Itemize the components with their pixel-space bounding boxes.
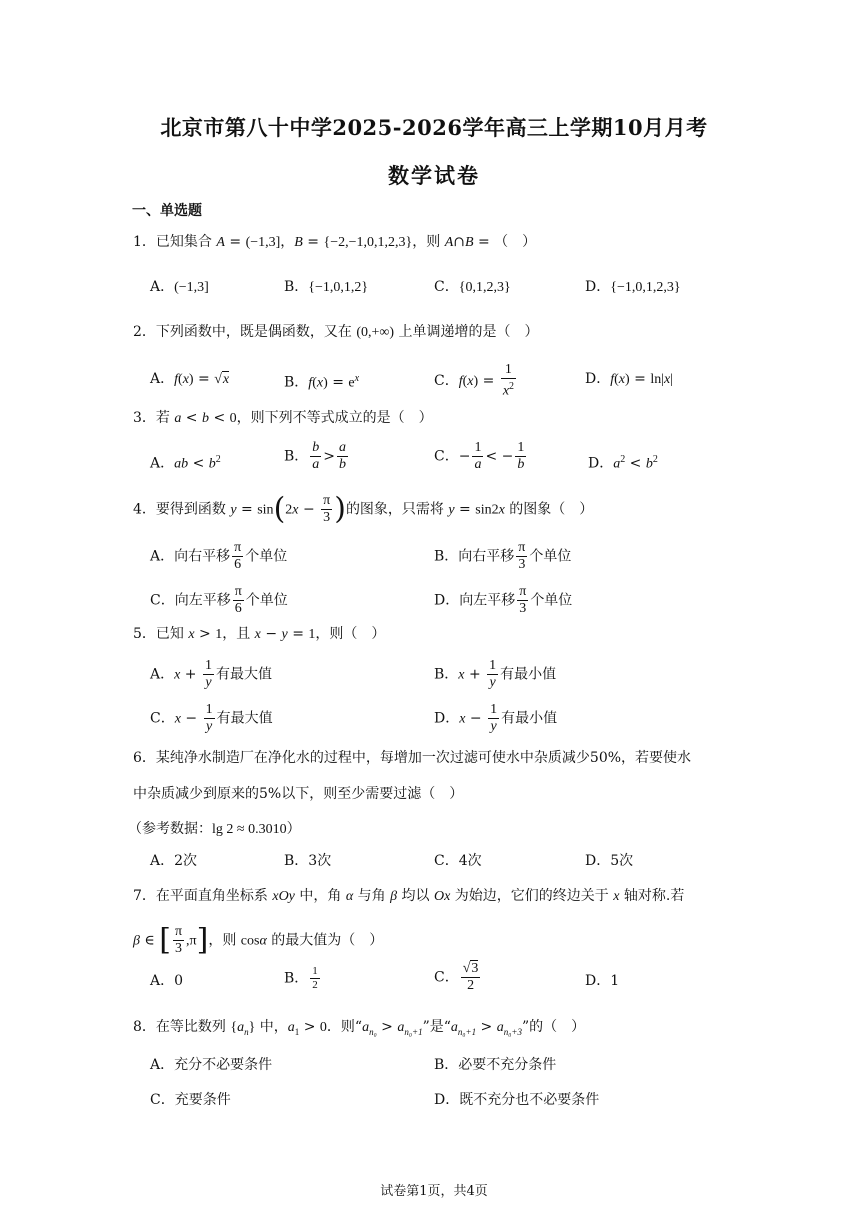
q5-option-a: A．x + $\frac{1}{y}$ 有最大值	[150, 658, 272, 690]
q3-option-c: C．− $\frac{1}{a}$ < − $\frac{1}{b}$	[434, 440, 525, 472]
q8-option-b: B．必要不充分条件	[434, 1057, 557, 1073]
question-6-line-1: 6．某纯净水制造厂在净化水的过程中，每增加一次过滤可使水中杂质减少50%，若要使水	[133, 750, 692, 766]
question-6-line-2: 中杂质减少到原来的5%以下，则至少需要过滤（ ）	[133, 786, 464, 802]
q4-option-a: A．向右平移 $\frac{\pi}{6}$ 个单位	[150, 540, 288, 572]
q2-option-a: A．f(x) = √x	[150, 371, 230, 387]
q1-option-b: B．{−1,0,1,2}	[284, 279, 369, 295]
q3-option-a: A．ab < $b^2$	[150, 454, 221, 472]
q8-option-d: D．既不充分也不必要条件	[434, 1092, 600, 1108]
q1-option-a: A．(−1,3]	[150, 279, 209, 295]
page-footer: 试卷第1页，共4页	[380, 1184, 488, 1199]
q2-option-b: B．$f(x) = e^x$	[284, 373, 360, 391]
question-7-line-2: β ∈ [ $\frac{\pi}{3}$ ,π]，则 cosα 的最大值为（ ）	[133, 922, 384, 958]
exam-subtitle: 数学试卷	[388, 163, 480, 188]
q7-option-c: C． $\frac{√3}{2}$	[434, 961, 479, 993]
q5-option-b: B．x + $\frac{1}{y}$ 有最小值	[434, 658, 557, 690]
q7-option-d: D．1	[585, 973, 620, 989]
question-3-stem: 3．若 a < b < 0，则下列不等式成立的是（ ）	[133, 410, 433, 426]
q8-option-c: C．充要条件	[150, 1092, 231, 1108]
q3-option-d: D．$a^2 < b^2$	[588, 454, 658, 472]
q2-option-c: C．f(x) = $\frac{1}{x^2}$	[434, 362, 515, 399]
q6-option-b: B．3次	[284, 853, 332, 869]
exam-title: 北京市第八十中学2025-2026学年高三上学期10月月考	[160, 115, 708, 140]
q6-option-c: C．4次	[434, 853, 482, 869]
q6-option-d: D．5次	[585, 853, 634, 869]
q3-option-b: B． $\frac{b}{a}$ > $\frac{a}{b}$	[284, 440, 347, 472]
question-8-stem: 8．在等比数列 $\{a_n\}$ 中，$a_1 > 0$．则“$a_{n_0} > a_{n_0+1}$”是“$a_{n_0+1} > a_{n_0+3}$”的（ ）	[133, 1019, 586, 1037]
q1-option-d: D．{−1,0,1,2,3}	[585, 279, 681, 295]
question-4-stem: 4．要得到函数 y = sin(2x − $\frac{\pi}{3}$ )的图象，只需将 y = sin2x 的图象（ ）	[133, 491, 594, 527]
q1-option-c: C．{0,1,2,3}	[434, 279, 511, 295]
q8-option-a: A．充分不必要条件	[150, 1057, 273, 1073]
q5-option-c: C．x − $\frac{1}{y}$ 有最大值	[150, 702, 273, 734]
q2-option-d: D．f(x) = ln|x|	[585, 371, 674, 387]
question-7-line-1: 7．在平面直角坐标系 xOy 中，角 α 与角 β 均以 Ox 为始边，它们的终边关于 x 轴对称.若	[133, 888, 685, 904]
q4-option-d: D．向左平移 $\frac{\pi}{3}$ 个单位	[434, 584, 573, 616]
section-heading: 一、单选题	[132, 203, 202, 219]
q5-option-d: D．x − $\frac{1}{y}$ 有最小值	[434, 702, 558, 734]
q6-option-a: A．2次	[150, 853, 198, 869]
question-5-stem: 5．已知 x > 1，且 x − y = 1，则（ ）	[133, 626, 386, 642]
question-2-stem: 2．下列函数中，既是偶函数，又在 (0,+∞) 上单调递增的是（ ）	[133, 324, 539, 340]
question-6-reference: （参考数据：lg 2 ≈ 0.3010）	[128, 821, 301, 837]
q7-option-b: B． $\frac{1}{2}$	[284, 965, 318, 991]
question-1-stem: 1．已知集合 A = (−1,3]，B = {−2,−1,0,1,2,3}，则 A∩B = （ ）	[133, 234, 537, 250]
q4-option-c: C．向左平移 $\frac{\pi}{6}$ 个单位	[150, 584, 288, 616]
q4-option-b: B．向右平移 $\frac{\pi}{3}$ 个单位	[434, 540, 572, 572]
q7-option-a: A．0	[150, 973, 184, 989]
